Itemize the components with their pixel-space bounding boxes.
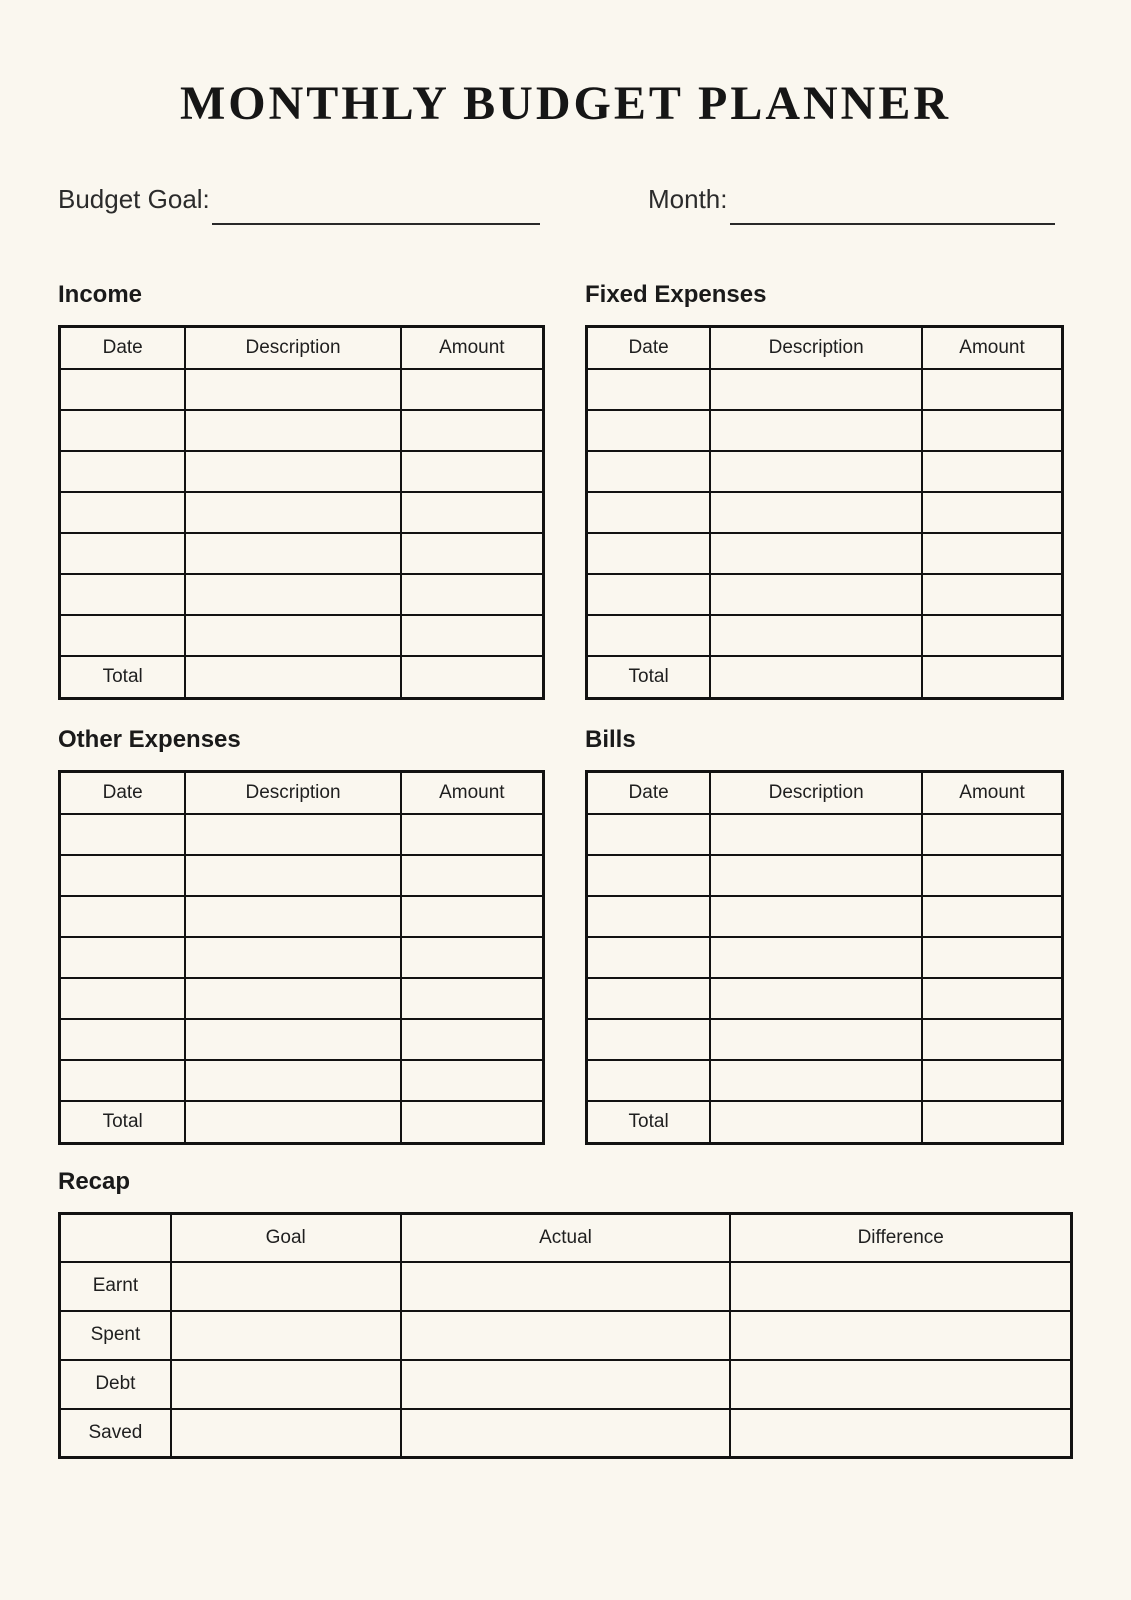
empty-cell bbox=[710, 1019, 922, 1060]
recap-actual-cell bbox=[401, 1311, 731, 1360]
total-description-cell bbox=[710, 1101, 922, 1144]
total-row bbox=[587, 1101, 1063, 1144]
recap-row-label: Debt bbox=[60, 1360, 171, 1409]
recap-column-header-difference: Difference bbox=[730, 1214, 1071, 1262]
empty-cell bbox=[401, 978, 544, 1019]
empty-cell bbox=[587, 451, 711, 492]
empty-cell bbox=[185, 451, 400, 492]
total-row bbox=[587, 656, 1063, 699]
total-label-cell: Total bbox=[587, 1101, 711, 1144]
total-description-cell bbox=[185, 1101, 400, 1144]
empty-cell bbox=[185, 978, 400, 1019]
total-amount-cell bbox=[922, 1101, 1062, 1144]
column-header-date: Date bbox=[60, 772, 186, 814]
total-description-cell bbox=[185, 656, 400, 699]
recap-goal-cell bbox=[171, 1409, 401, 1458]
empty-cell bbox=[710, 369, 922, 410]
empty-cell bbox=[60, 492, 186, 533]
empty-cell bbox=[710, 615, 922, 656]
empty-cell bbox=[60, 369, 186, 410]
empty-cell bbox=[60, 1019, 186, 1060]
empty-cell bbox=[587, 1060, 711, 1101]
empty-cell bbox=[922, 533, 1062, 574]
empty-cell bbox=[922, 978, 1062, 1019]
empty-cell bbox=[587, 896, 711, 937]
empty-cell bbox=[710, 574, 922, 615]
empty-row bbox=[587, 451, 1063, 492]
other-expenses-table bbox=[58, 770, 545, 1145]
recap-difference-cell bbox=[730, 1311, 1071, 1360]
empty-cell bbox=[60, 533, 186, 574]
empty-cell bbox=[60, 978, 186, 1019]
fixed-expenses-heading: Fixed Expenses bbox=[585, 281, 767, 308]
recap-actual-cell bbox=[401, 1360, 731, 1409]
recap-goal-cell bbox=[171, 1262, 401, 1311]
recap-row-label: Saved bbox=[60, 1409, 171, 1458]
recap-table bbox=[58, 1212, 1073, 1459]
empty-cell bbox=[922, 1060, 1062, 1101]
column-header-description: Description bbox=[710, 327, 922, 369]
recap-row-spent bbox=[60, 1311, 1072, 1360]
budget-goal-line bbox=[212, 191, 540, 225]
total-label-cell: Total bbox=[60, 1101, 186, 1144]
empty-cell bbox=[401, 855, 544, 896]
empty-row bbox=[587, 1060, 1063, 1101]
empty-cell bbox=[60, 410, 186, 451]
budget-goal-field bbox=[58, 182, 540, 216]
recap-heading: Recap bbox=[58, 1168, 131, 1195]
empty-row bbox=[587, 615, 1063, 656]
empty-row bbox=[587, 1019, 1063, 1060]
empty-row bbox=[587, 574, 1063, 615]
empty-row bbox=[587, 937, 1063, 978]
empty-cell bbox=[587, 978, 711, 1019]
section-income bbox=[58, 280, 545, 700]
empty-cell bbox=[401, 533, 544, 574]
empty-row bbox=[587, 978, 1063, 1019]
income-heading: Income bbox=[58, 281, 143, 308]
empty-row bbox=[60, 492, 544, 533]
column-header-amount: Amount bbox=[401, 772, 544, 814]
recap-column-header-actual: Actual bbox=[401, 1214, 731, 1262]
total-amount-cell bbox=[401, 1101, 544, 1144]
empty-cell bbox=[587, 574, 711, 615]
column-header-date: Date bbox=[60, 327, 186, 369]
empty-row bbox=[60, 1060, 544, 1101]
empty-row bbox=[587, 492, 1063, 533]
empty-cell bbox=[922, 1019, 1062, 1060]
column-header-amount: Amount bbox=[922, 772, 1062, 814]
empty-row bbox=[587, 855, 1063, 896]
empty-cell bbox=[710, 814, 922, 855]
empty-cell bbox=[587, 410, 711, 451]
empty-cell bbox=[185, 410, 400, 451]
empty-row bbox=[60, 814, 544, 855]
column-header-description: Description bbox=[710, 772, 922, 814]
fixed-expenses-table bbox=[585, 325, 1064, 700]
empty-cell bbox=[587, 492, 711, 533]
empty-row bbox=[60, 574, 544, 615]
empty-row bbox=[60, 855, 544, 896]
income-table bbox=[58, 325, 545, 700]
empty-cell bbox=[587, 369, 711, 410]
recap-row-earnt bbox=[60, 1262, 1072, 1311]
empty-cell bbox=[587, 1019, 711, 1060]
recap-actual-cell bbox=[401, 1262, 731, 1311]
header-row bbox=[587, 327, 1063, 369]
empty-cell bbox=[401, 937, 544, 978]
empty-cell bbox=[185, 896, 400, 937]
total-label-cell: Total bbox=[60, 656, 186, 699]
goal-month-row bbox=[0, 182, 1131, 216]
empty-cell bbox=[401, 574, 544, 615]
empty-cell bbox=[401, 451, 544, 492]
empty-cell bbox=[185, 615, 400, 656]
total-description-cell bbox=[710, 656, 922, 699]
empty-row bbox=[587, 369, 1063, 410]
empty-row bbox=[60, 369, 544, 410]
total-label-cell: Total bbox=[587, 656, 711, 699]
empty-row bbox=[60, 937, 544, 978]
empty-cell bbox=[401, 1019, 544, 1060]
header-row bbox=[587, 772, 1063, 814]
section-bills bbox=[585, 725, 1064, 1145]
empty-cell bbox=[587, 937, 711, 978]
recap-row-label: Spent bbox=[60, 1311, 171, 1360]
empty-cell bbox=[401, 410, 544, 451]
empty-cell bbox=[587, 615, 711, 656]
recap-corner-cell bbox=[60, 1214, 171, 1262]
empty-row bbox=[60, 896, 544, 937]
column-header-amount: Amount bbox=[401, 327, 544, 369]
empty-cell bbox=[401, 814, 544, 855]
empty-row bbox=[587, 410, 1063, 451]
empty-cell bbox=[710, 533, 922, 574]
empty-cell bbox=[401, 1060, 544, 1101]
total-amount-cell bbox=[922, 656, 1062, 699]
empty-cell bbox=[922, 451, 1062, 492]
empty-cell bbox=[60, 574, 186, 615]
empty-row bbox=[60, 533, 544, 574]
column-header-date: Date bbox=[587, 772, 711, 814]
empty-cell bbox=[710, 1060, 922, 1101]
budget-goal-label: Budget Goal: bbox=[58, 184, 210, 214]
empty-cell bbox=[401, 615, 544, 656]
empty-cell bbox=[710, 978, 922, 1019]
recap-column-header-goal: Goal bbox=[171, 1214, 401, 1262]
empty-row bbox=[60, 615, 544, 656]
recap-goal-cell bbox=[171, 1360, 401, 1409]
recap-difference-cell bbox=[730, 1409, 1071, 1458]
column-header-description: Description bbox=[185, 327, 400, 369]
section-recap bbox=[0, 1167, 1131, 1459]
empty-cell bbox=[185, 533, 400, 574]
empty-cell bbox=[60, 937, 186, 978]
recap-row-saved bbox=[60, 1409, 1072, 1458]
empty-cell bbox=[60, 814, 186, 855]
recap-row-label: Earnt bbox=[60, 1262, 171, 1311]
empty-cell bbox=[922, 855, 1062, 896]
recap-goal-cell bbox=[171, 1311, 401, 1360]
empty-row bbox=[60, 978, 544, 1019]
empty-cell bbox=[922, 937, 1062, 978]
bills-heading: Bills bbox=[585, 726, 636, 753]
empty-cell bbox=[710, 451, 922, 492]
ledger-sections bbox=[0, 280, 1131, 1145]
empty-cell bbox=[710, 937, 922, 978]
empty-cell bbox=[710, 492, 922, 533]
empty-cell bbox=[60, 1060, 186, 1101]
empty-cell bbox=[710, 855, 922, 896]
empty-cell bbox=[922, 410, 1062, 451]
header-row bbox=[60, 772, 544, 814]
recap-difference-cell bbox=[730, 1360, 1071, 1409]
empty-cell bbox=[60, 451, 186, 492]
empty-cell bbox=[922, 369, 1062, 410]
other-expenses-heading: Other Expenses bbox=[58, 726, 241, 753]
empty-row bbox=[60, 410, 544, 451]
column-header-date: Date bbox=[587, 327, 711, 369]
empty-row bbox=[587, 533, 1063, 574]
month-label: Month: bbox=[648, 184, 728, 214]
empty-cell bbox=[587, 855, 711, 896]
empty-cell bbox=[185, 574, 400, 615]
section-fixed-expenses bbox=[585, 280, 1064, 700]
empty-row bbox=[587, 814, 1063, 855]
empty-cell bbox=[922, 615, 1062, 656]
empty-cell bbox=[587, 533, 711, 574]
total-row bbox=[60, 656, 544, 699]
empty-cell bbox=[60, 896, 186, 937]
column-header-amount: Amount bbox=[922, 327, 1062, 369]
month-line bbox=[730, 191, 1056, 225]
empty-cell bbox=[401, 369, 544, 410]
empty-cell bbox=[60, 855, 186, 896]
page-title: MONTHLY BUDGET PLANNER bbox=[180, 77, 951, 130]
recap-difference-cell bbox=[730, 1262, 1071, 1311]
empty-cell bbox=[922, 574, 1062, 615]
month-field bbox=[648, 182, 1073, 216]
empty-cell bbox=[401, 492, 544, 533]
empty-cell bbox=[710, 896, 922, 937]
column-header-description: Description bbox=[185, 772, 400, 814]
bills-table bbox=[585, 770, 1064, 1145]
recap-row-debt bbox=[60, 1360, 1072, 1409]
empty-cell bbox=[922, 814, 1062, 855]
section-other-expenses bbox=[58, 725, 545, 1145]
empty-cell bbox=[922, 492, 1062, 533]
empty-cell bbox=[185, 855, 400, 896]
empty-cell bbox=[185, 369, 400, 410]
header-row bbox=[60, 327, 544, 369]
empty-row bbox=[587, 896, 1063, 937]
empty-row bbox=[60, 451, 544, 492]
recap-header-row bbox=[60, 1214, 1072, 1262]
empty-cell bbox=[185, 492, 400, 533]
total-amount-cell bbox=[401, 656, 544, 699]
empty-cell bbox=[587, 814, 711, 855]
empty-cell bbox=[401, 896, 544, 937]
empty-cell bbox=[185, 937, 400, 978]
empty-cell bbox=[185, 1019, 400, 1060]
empty-cell bbox=[922, 896, 1062, 937]
recap-actual-cell bbox=[401, 1409, 731, 1458]
total-row bbox=[60, 1101, 544, 1144]
empty-row bbox=[60, 1019, 544, 1060]
empty-cell bbox=[710, 410, 922, 451]
empty-cell bbox=[185, 814, 400, 855]
empty-cell bbox=[60, 615, 186, 656]
empty-cell bbox=[185, 1060, 400, 1101]
